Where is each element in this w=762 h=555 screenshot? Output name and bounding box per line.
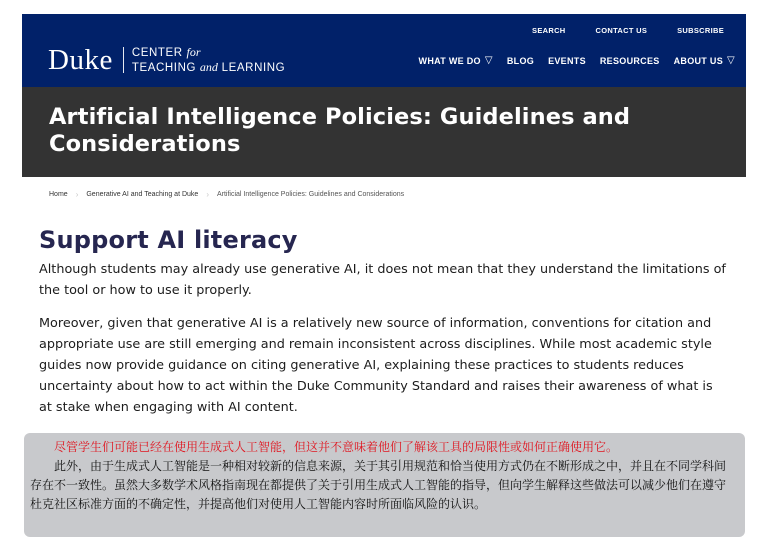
utility-nav — [532, 26, 724, 35]
nav-item-resources[interactable] — [600, 56, 660, 66]
nav-item-what-we-do[interactable] — [419, 55, 493, 66]
translation-overlay — [24, 433, 745, 537]
logo-center-name — [132, 45, 285, 75]
logo-line2-b: and — [199, 60, 218, 74]
breadcrumb-generative-ai[interactable]: Generative AI and Teaching at Duke — [86, 190, 199, 198]
page-title-band — [22, 87, 746, 177]
nav-item-label: ABOUT US — [673, 55, 723, 66]
main-content — [22, 225, 746, 418]
util-nav-contact-us[interactable]: CONTACT US — [595, 26, 648, 35]
nav-item-events[interactable] — [548, 56, 586, 66]
nav-item-label: RESOURCES — [599, 55, 660, 66]
page — [22, 14, 746, 418]
chevron-down-icon: ▽ — [727, 55, 735, 66]
logo-line2-c: LEARNING — [217, 62, 286, 74]
chevron-down-icon: ▽ — [484, 55, 493, 66]
page-title: Artificial Intelligence Policies: Guidelines and Considerations — [49, 104, 631, 157]
section-paragraph-1: Although students may already use generative AI, it does not mean that they understand the limitations of the tool or how to use it properly. — [39, 262, 726, 298]
nav-item-label: BLOG — [506, 55, 535, 66]
util-nav-subscribe[interactable]: SUBSCRIBE — [677, 26, 724, 35]
breadcrumb-current: Artificial Intelligence Policies: Guidelines and Considerations — [216, 190, 405, 198]
translation-body: 此外，由于生成式人工智能是一种相对较新的信息来源，关于其引用规范和恰当使用方式仍在不断形成之中，并且在不同学科间存在不一致性。虽然大多数学术风格指南现在都提供了关于引用生成式人工智能的指导，但向学生解释这些做法可以减少他们在遵守杜克社区标准方面的不确定性，并提高他们对使用人工智能内容时所面临风险的认识。 — [30, 459, 727, 511]
translation-highlight-line: 尽管学生们可能已经在使用生成式人工智能，但这并不意味着他们了解该工具的局限性或如何正确使用它。 — [54, 440, 619, 454]
logo-line2-a: TEACHING — [131, 62, 200, 74]
site-header — [22, 14, 746, 87]
logo-line1-a: CENTER — [131, 47, 187, 59]
logo-divider — [123, 47, 124, 73]
breadcrumb-home[interactable]: Home — [49, 190, 68, 198]
breadcrumb-separator-icon: › — [75, 189, 79, 199]
main-nav — [419, 55, 735, 66]
nav-item-label: WHAT WE DO — [418, 55, 481, 66]
nav-item-label: EVENTS — [548, 55, 586, 66]
nav-item-blog[interactable] — [507, 56, 534, 66]
logo-duke-wordmark: Duke — [48, 43, 113, 76]
breadcrumb-separator-icon: › — [206, 189, 209, 199]
util-nav-search[interactable]: SEARCH — [532, 26, 566, 35]
nav-item-about-us[interactable] — [674, 55, 735, 66]
section-heading: Support AI literacy — [39, 226, 298, 254]
breadcrumb — [22, 188, 746, 200]
logo-line1-b: for — [186, 45, 201, 59]
site-logo[interactable] — [48, 45, 285, 75]
section-paragraph-2: Moreover, given that generative AI is a relatively new source of information, conventions for citation and appropriate use are still emerging and remain inconsistent across disciplines. While most academic style guides now provide guidance on citing generative AI, explaining these practices to students reduces uncertainty about how to act within the Duke Community Standard and raises their awareness of what is at stake when engaging with AI content. — [39, 316, 713, 415]
